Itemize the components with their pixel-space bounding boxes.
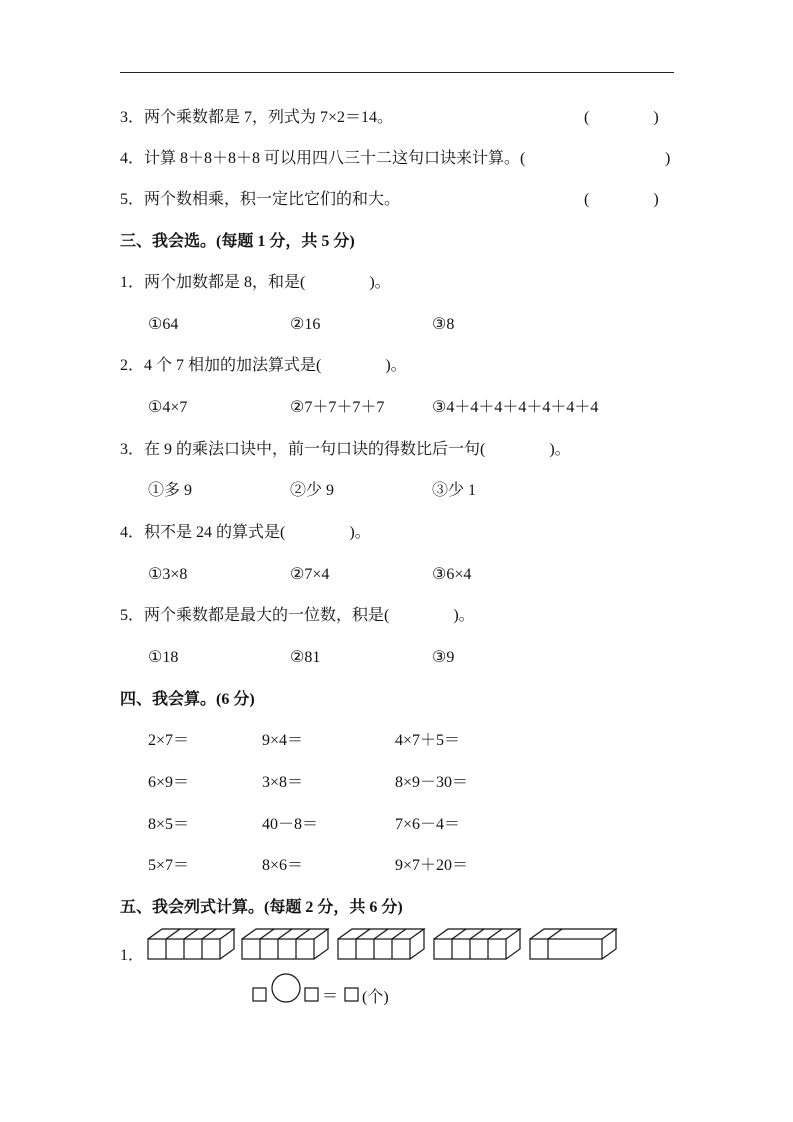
calc-expression: 5×7＝ (148, 857, 190, 874)
equals-sign: ＝ (322, 988, 339, 1005)
choose-question-3: 3．在 9 的乘法口诀中，前一句口诀的得数比后一句( )。 (120, 441, 571, 458)
choose-question-4: 4．积不是 24 的算式是( )。 (120, 524, 371, 541)
equation-frame (250, 972, 362, 1012)
box-groups-figure (140, 925, 620, 965)
choose-question-5: 5．两个乘数都是最大的一位数，积是( )。 (120, 607, 475, 624)
answer-paren: ( ) (584, 191, 659, 208)
answer-box (253, 988, 266, 1001)
operator-circle (272, 974, 300, 1002)
calc-expression: 8×6＝ (262, 857, 304, 874)
calc-expression: 3×8＝ (262, 774, 304, 791)
list-question-1-number: 1． (120, 947, 145, 964)
option-3: ③4＋4＋4＋4＋4＋4＋4 (432, 399, 599, 416)
option-1: ①多 9 (148, 482, 193, 499)
calc-expression: 40－8＝ (262, 816, 319, 833)
calc-expression: 7×6－4＝ (395, 816, 461, 833)
section-heading-choose: 三、我会选。(每题 1 分，共 5 分) (120, 233, 355, 250)
box-group (434, 929, 520, 959)
unit-label: (个) (362, 989, 389, 1006)
judge-item-5: 5．两个数相乘，积一定比它们的和大。 (120, 191, 401, 208)
judge-item-4: 4．计算 8＋8＋8＋8 可以用四八三十二这句口诀来计算。( (120, 150, 526, 167)
option-3: ③9 (432, 649, 455, 666)
box-group (148, 929, 234, 959)
calc-expression: 6×9＝ (148, 774, 190, 791)
calc-expression: 2×7＝ (148, 732, 190, 749)
option-2: ②16 (290, 316, 321, 333)
judge-item-3: 3．两个乘数都是 7，列式为 7×2＝14。 (120, 109, 394, 126)
answer-paren: ) (665, 150, 671, 167)
answer-box (345, 988, 358, 1001)
header-rule (120, 72, 674, 73)
option-3: ③少 1 (432, 482, 477, 499)
calc-expression: 8×9－30＝ (395, 774, 469, 791)
option-2: ②81 (290, 649, 321, 666)
option-2: ②少 9 (290, 482, 335, 499)
box-group (338, 929, 424, 959)
choose-question-2: 2．4 个 7 相加的加法算式是( )。 (120, 357, 407, 374)
section-heading-list: 五、我会列式计算。(每题 2 分，共 6 分) (120, 899, 403, 916)
calc-expression: 9×4＝ (262, 732, 304, 749)
box-group (242, 929, 328, 959)
calc-expression: 8×5＝ (148, 816, 190, 833)
choose-question-1: 1．两个加数都是 8，和是( )。 (120, 274, 391, 291)
section-heading-calc: 四、我会算。(6 分) (120, 691, 255, 708)
answer-box (305, 988, 318, 1001)
option-1: ①64 (148, 316, 179, 333)
option-2: ②7＋7＋7＋7 (290, 399, 385, 416)
calc-expression: 4×7＋5＝ (395, 732, 461, 749)
option-3: ③6×4 (432, 566, 472, 583)
option-1: ①18 (148, 649, 179, 666)
calc-expression: 9×7＋20＝ (395, 857, 469, 874)
option-1: ①3×8 (148, 566, 188, 583)
option-3: ③8 (432, 316, 455, 333)
option-2: ②7×4 (290, 566, 330, 583)
option-1: ①4×7 (148, 399, 188, 416)
box-group (530, 929, 616, 959)
answer-paren: ( ) (584, 109, 659, 126)
